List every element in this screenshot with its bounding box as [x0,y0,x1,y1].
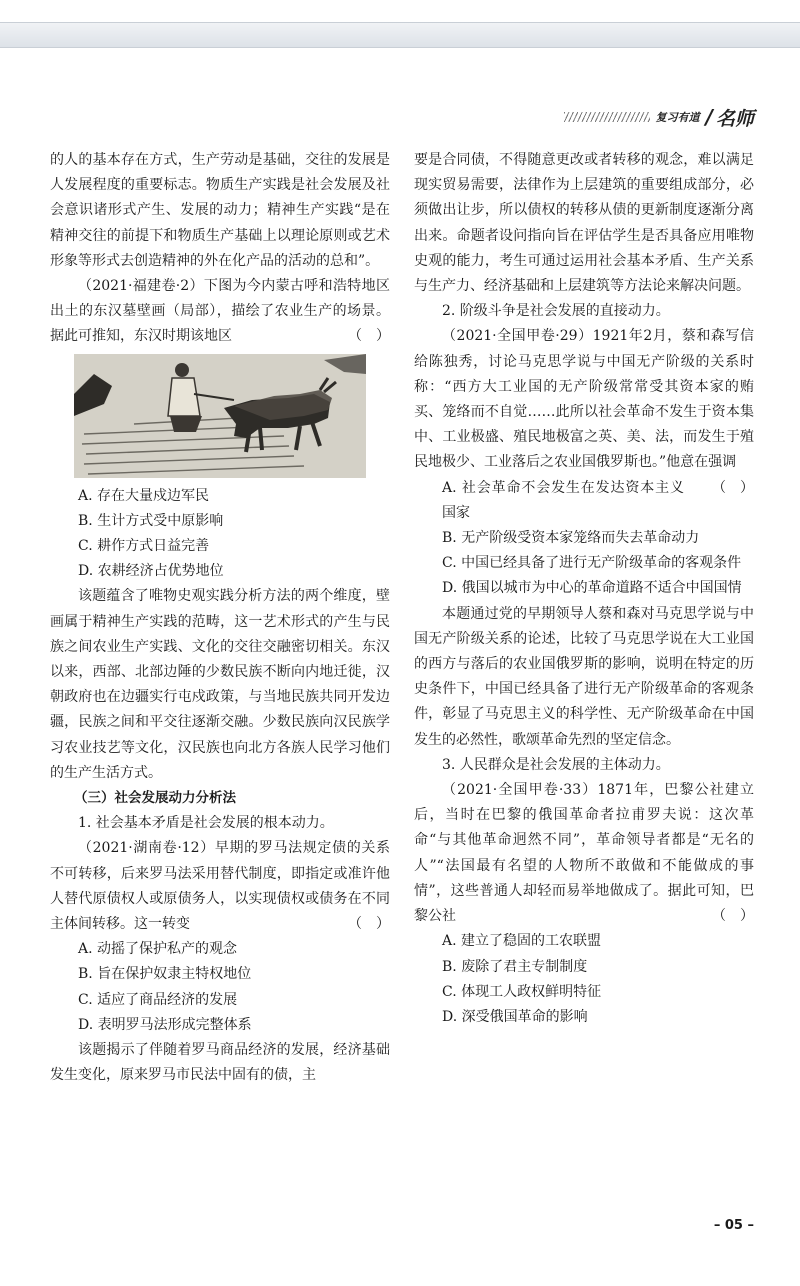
mural-image [74,354,366,478]
answer-paren: （ ） [348,328,390,345]
hatch-decoration [564,112,650,122]
point: 2. 阶级斗争是社会发展的直接动力。 [442,303,670,320]
question-stem: （2021·福建卷·2）下图为今内蒙古呼和浩特地区出土的东汉墓壁画（局部），描绘了农业生产的场景。据此可推知，东汉时期该地区 （ ） [50,274,390,350]
header-slash: / [705,105,713,129]
option: B. 废除了君主专制制度 [442,958,588,975]
option: C. 耕作方式日益完善 [78,538,210,555]
option: A. 动摇了保护私产的观念 [78,941,238,958]
option: D. 俄国以城市为中心的革命道路不适合中国国情 [442,580,742,597]
question-stem: （2021·全国甲卷·29）1921年2月，蔡和森写信给陈独秀，讨论马克思学说与中国无产阶级的关系时称：“西方大工业国的无产阶级常常受其资本家的贿买、笼络而不自觉……此所以社会革命不发生于资本集中、工业极盛、殖民地极富之英、美、法，而发生于殖民地极少、工业落后之农业国俄罗斯也。”他意在强调 （ ） [414,324,754,475]
point: 1. 社会基本矛盾是社会发展的根本动力。 [78,815,334,832]
option: C. 体现工人政权鲜明特征 [442,983,602,1000]
option: A. 存在大量戍边军民 [78,487,210,504]
analysis: 本题通过党的早期领导人蔡和森对马克思学说与中国无产阶级关系的论述，比较了马克思学说在大工业国的西方与落后的农业国俄罗斯的影响，说明在特定的历史条件下，中国已经具备了进行无产阶级革命的客观条件，彰显了马克思主义的科学性、无产阶级革命在中国发生的必然性，歌颂革命先烈的坚定信念。 [414,605,754,748]
answer-paren: （ ） [712,479,754,496]
paragraph: 要是合同债，不得随意更改或者转移的观念，难以满足现实贸易需要，法律作为上层建筑的重要组成部分，必须做出让步，所以债权的转移从债的更新制度逐渐分离出来。命题者设问指向旨在评估学生是否具备应用唯物史观的能力，考生可通过运用社会基本矛盾、生产关系与生产力、经济基础和上层建筑等方法论来解决问题。 [414,152,754,295]
analysis: 该题揭示了伴随着罗马商品经济的发展，经济基础发生变化，原来罗马市民法中固有的债，主 [50,1042,390,1084]
option: A. 建立了稳固的工农联盟 [442,933,602,950]
header-subtitle: 复习有道 [655,111,700,124]
header-title: 名师 [715,107,754,130]
question-stem: （2021·湖南卷·12）早期的罗马法规定债的关系不可转移，后来罗马法采用替代制度，即指定或准许他人替代原债权人或原债务人，以实现债权或债务在不同主体间转移。这一转变 （ ） [50,836,390,937]
section-heading: （三）社会发展动力分析法 [74,790,236,807]
option: D. 表明罗马法形成完整体系 [78,1016,252,1033]
option: B. 生计方式受中原影响 [78,512,224,529]
answer-paren: （ ） [348,916,390,933]
option: D. 深受俄国革命的影响 [442,1008,588,1025]
ox-plough-mural-illustration [74,354,366,478]
question-stem: （2021·全国甲卷·33）1871年，巴黎公社建立后，当时在巴黎的俄国革命者拉甫罗夫说：这次革命“与其他革命迥然不同”，革命领导者都是“无名的人”“法国最有名望的人物所不敢做和不能做成的事情”，这些普通人却轻而易举地做成了。据此可知，巴黎公社 （ ） [414,778,754,929]
right-column [414,148,754,1030]
left-column [50,148,390,1089]
option: C. 适应了商品经济的发展 [78,991,238,1008]
option: A. 社会革命不会发生在发达资本主义国家 [442,479,684,521]
point: 3. 人民群众是社会发展的主体动力。 [442,756,670,773]
option: B. 旨在保护奴隶主特权地位 [78,966,252,983]
analysis: 该题蕴含了唯物史观实践分析方法的两个维度，壁画属于精神生产实践的范畴，这一艺术形式的产生与民族之间农业生产实践、文化的交往交融密切相关。东汉以来，西部、北部边陲的少数民族不断向内地迁徙，汉朝政府也在边疆实行屯戍政策，与当地民族共同开发边疆，民族之间和平交往逐渐交融。少数民族向汉民族学习农业技艺等文化，汉民族也向北方各族人民学习他们的生产生活方式。 [50,588,390,781]
paragraph: 的人的基本存在方式，生产劳动是基础，交往的发展是人发展程度的重要标志。物质生产实践是社会发展及社会意识诸形式产生、发展的动力；精神生产实践“是在精神交往的前提下和物质生产基础上以理论原则或艺术形象等形式去创造精神的外在化产品的活动的总和”。 [50,152,390,269]
option: C. 中国已经具备了进行无产阶级革命的客观条件 [442,555,742,572]
answer-paren: （ ） [712,908,754,925]
option: D. 农耕经济占优势地位 [78,563,224,580]
top-band [0,22,800,48]
column-header [564,104,754,130]
option: B. 无产阶级受资本家笼络而失去革命动力 [442,530,700,547]
page-number: – 05 – [713,1218,754,1233]
